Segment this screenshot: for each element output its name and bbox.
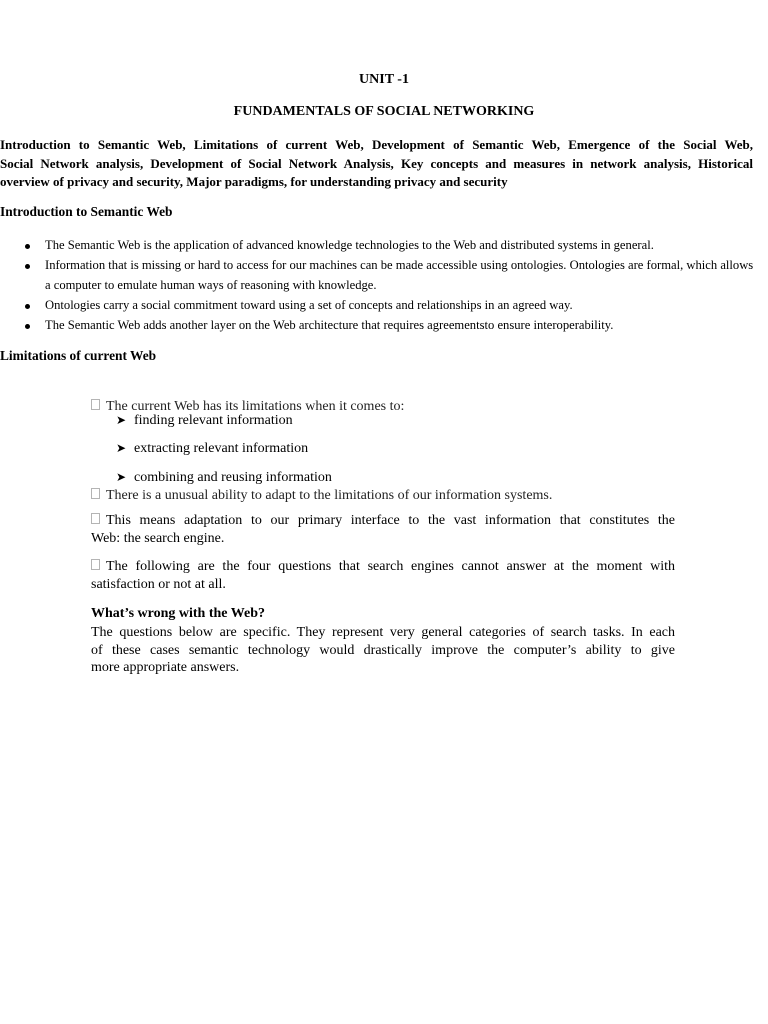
questions-paragraph xyxy=(91,624,675,677)
section-heading-semantic-web: Introduction to Semantic Web xyxy=(0,204,173,219)
paragraph-line: more appropriate answers. xyxy=(91,660,240,675)
paragraph-line: This means adaptation to our primary interface to the vast information that constitutes the xyxy=(91,512,675,530)
unit-title: UNIT -1 xyxy=(359,72,409,87)
arrow-bullet-icon: ➤ xyxy=(116,441,127,455)
limitations-intro-text: The current Web has its limitations when it comes to: xyxy=(106,399,405,414)
arrow-item-text: finding relevant information xyxy=(134,413,293,428)
list-item-text: The Semantic Web is the application of advanced knowledge technologies to the Web and distributed systems in general. xyxy=(45,238,654,252)
paragraph-line: satisfaction or not at all. xyxy=(91,576,226,592)
bullet-icon xyxy=(25,264,30,269)
bullet-icon xyxy=(25,304,30,309)
missing-glyph-icon xyxy=(91,399,100,410)
list-item xyxy=(0,256,760,295)
unusual-ability-text: There is a unusual ability to adapt to the limitations of our information systems. xyxy=(106,488,553,503)
paragraph-line: The following are the four questions that search engines cannot answer at the moment with xyxy=(91,558,675,576)
section-heading-limitations: Limitations of current Web xyxy=(0,348,157,363)
syllabus-topics xyxy=(0,136,753,192)
list-item-text: Information that is missing or hard to access for our machines can be made accessible using ontologies. Ontologies are formal, which allows a computer to emulate human ways of reasoning with knowledge. xyxy=(45,258,754,292)
list-item xyxy=(0,296,760,316)
missing-glyph-icon xyxy=(91,513,100,524)
semantic-web-bullet-list xyxy=(0,236,760,336)
whats-wrong-subheading: What’s wrong with the Web? xyxy=(91,606,265,621)
four-questions-paragraph xyxy=(91,558,675,593)
arrow-list-item xyxy=(116,441,308,457)
adaptation-paragraph xyxy=(91,512,675,547)
arrow-bullet-icon: ➤ xyxy=(116,413,127,427)
arrow-list-item xyxy=(116,413,293,429)
bullet-icon xyxy=(25,244,30,249)
list-item xyxy=(0,316,760,336)
arrow-item-text: combining and reusing information xyxy=(134,470,332,485)
list-item-text: The Semantic Web adds another layer on the Web architecture that requires agreementsto ensure interoperability. xyxy=(45,317,614,332)
paragraph-line: of these cases semantic technology would drastically improve the computer’s ability to give xyxy=(91,642,675,658)
chapter-title: FUNDAMENTALS OF SOCIAL NETWORKING xyxy=(233,104,535,119)
missing-glyph-icon xyxy=(91,559,100,570)
list-item-text: Ontologies carry a social commitment toward using a set of concepts and relationships in an agreed way. xyxy=(45,297,573,312)
syllabus-line: Social Network analysis, Development of Social Network Analysis, Key concepts and measures in network analysis, Historical xyxy=(0,155,753,171)
bullet-icon xyxy=(25,324,30,329)
list-item xyxy=(0,236,760,256)
syllabus-line: overview of privacy and security, Major paradigms, for understanding privacy and security xyxy=(0,174,508,189)
syllabus-line: Introduction to Semantic Web, Limitations of current Web, Development of Semantic Web, Emergence of the Social Web, xyxy=(0,137,753,152)
missing-glyph-icon xyxy=(91,488,100,499)
paragraph-line: The questions below are specific. They represent very general categories of search tasks. In each xyxy=(91,625,675,640)
unusual-ability-line xyxy=(91,488,552,504)
arrow-list-item xyxy=(116,470,332,486)
arrow-bullet-icon: ➤ xyxy=(116,470,127,484)
paragraph-line: Web: the search engine. xyxy=(91,530,225,546)
arrow-item-text: extracting relevant information xyxy=(134,441,309,456)
